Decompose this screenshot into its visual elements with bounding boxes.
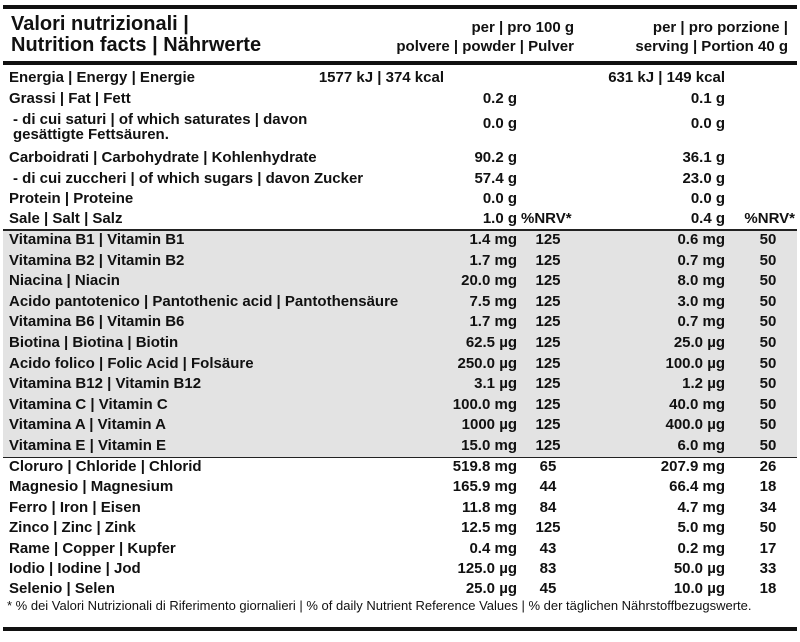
value-per-100g: 1.7 mg: [469, 313, 517, 331]
nrv-per-serving: 50: [759, 354, 777, 372]
value-per-100g: 1.4 mg: [469, 231, 517, 248]
col1-line-1: per | pro 100 g: [471, 19, 574, 36]
value-per-serving: 100.0 µg: [665, 354, 725, 372]
bottom-rule: [3, 627, 797, 631]
table-row: [3, 436, 797, 458]
table-row-energy: [3, 68, 797, 88]
nutrient-name: Sale | Salt | Salz: [9, 210, 123, 227]
title-line-2: Nutrition facts | Nährwerte: [11, 34, 262, 56]
nrv-per-serving: 50: [759, 251, 777, 269]
value-per-100g: 7.5 mg: [469, 292, 517, 310]
table-row-carbohydrate: [3, 148, 797, 168]
value-per-serving: 36.1 g: [682, 149, 725, 166]
table-row-saturates: [3, 110, 797, 146]
nrv-header-1: %NRV*: [521, 210, 572, 227]
table-row-sugars: [3, 169, 797, 189]
header-rule: [3, 61, 797, 65]
nutrient-name: Protein | Proteine: [9, 190, 134, 207]
nutrient-name: Ferro | Iron | Eisen: [9, 498, 141, 516]
nrv-per-serving: 50: [759, 292, 777, 310]
nrv-per-serving: 50: [759, 313, 777, 331]
nrv-per-100g: 125: [535, 292, 561, 310]
table-row: [3, 579, 797, 599]
nutrient-name: Cloruro | Chloride | Chlorid: [9, 458, 202, 475]
nrv-per-100g: 125: [535, 334, 561, 351]
table-row: [3, 271, 797, 292]
table-row-protein: [3, 189, 797, 209]
nrv-per-100g: 125: [535, 231, 561, 248]
value-per-serving: 8.0 mg: [677, 272, 725, 290]
nutrient-name: - di cui saturi | of which saturates | davon gesättigte Fettsäuren.: [13, 111, 308, 143]
value-per-serving: 40.0 mg: [669, 395, 725, 413]
value-per-serving: 400.0 µg: [665, 416, 725, 434]
col1-line-2: polvere | powder | Pulver: [396, 38, 574, 55]
value-per-serving: 50.0 µg: [673, 560, 725, 577]
value-per-100g: 90.2 g: [474, 149, 517, 166]
value-per-100g: 11.8 mg: [461, 498, 517, 516]
value-per-100g: 25.0 µg: [465, 580, 517, 598]
nutrient-name: - di cui zuccheri | of which sugars | davon Zucker: [13, 170, 364, 187]
value-per-100g: 165.9 mg: [452, 478, 517, 496]
value-per-100g: 100.0 mg: [452, 395, 517, 413]
value-per-100g: 0.4 mg: [469, 539, 517, 557]
nutrient-name: Niacina | Niacin: [9, 272, 120, 290]
column-header-per-serving: [635, 18, 788, 56]
top-rule: [3, 5, 797, 9]
nrv-per-100g: 125: [535, 251, 561, 269]
nrv-per-serving: 18: [759, 580, 777, 598]
table-row: [3, 230, 797, 251]
value-per-100g: 15.0 mg: [461, 437, 517, 454]
nrv-per-serving: 50: [759, 437, 777, 454]
table-row: [3, 498, 797, 518]
column-header-per-100g: [396, 18, 574, 56]
table-title: [11, 14, 261, 56]
nrv-per-serving: 50: [759, 272, 777, 290]
value-per-100g: 250.0 µg: [457, 354, 517, 372]
value-per-100g: 1577 kJ | 374 kcal: [318, 69, 444, 86]
value-per-100g: 0.0 g: [482, 190, 517, 207]
nutrient-name: Vitamina B2 | Vitamin B2: [9, 251, 185, 269]
value-per-100g: 57.4 g: [474, 170, 517, 187]
table-row: [3, 559, 797, 579]
value-per-100g: 12.5 mg: [461, 519, 517, 537]
value-per-100g: 1000 µg: [461, 416, 517, 434]
table-row: [3, 457, 797, 477]
nrv-per-serving: 50: [759, 416, 777, 434]
nrv-per-100g: 125: [535, 395, 561, 413]
nrv-per-serving: 26: [759, 458, 777, 475]
value-per-serving: 207.9 mg: [660, 458, 725, 475]
value-per-serving: 1.2 µg: [682, 375, 725, 393]
value-per-100g: 3.1 µg: [474, 375, 517, 393]
nrv-per-serving: 17: [759, 539, 777, 557]
value-per-serving: 4.7 mg: [677, 498, 725, 516]
vitamins-top-divider: [3, 229, 797, 231]
nrv-per-serving: 33: [759, 560, 777, 577]
nutrient-name: Vitamina B12 | Vitamin B12: [9, 375, 202, 393]
nutrient-name: Acido folico | Folic Acid | Folsäure: [9, 354, 254, 372]
table-row: [3, 415, 797, 436]
table-row-salt: [3, 209, 797, 229]
value-per-serving: 0.7 mg: [677, 251, 725, 269]
value-per-serving: 0.1 g: [690, 90, 725, 107]
table-row: [3, 292, 797, 313]
nutrient-name: Vitamina C | Vitamin C: [9, 395, 168, 413]
value-per-100g: 1.0 g: [482, 210, 517, 227]
table-row: [3, 312, 797, 333]
value-per-serving: 3.0 mg: [677, 292, 725, 310]
col2-line-2: serving | Portion 40 g: [635, 38, 788, 55]
nutrient-name: Acido pantotenico | Pantothenic acid | Pantothensäure: [9, 292, 399, 310]
nrv-per-100g: 83: [539, 560, 557, 577]
nrv-per-100g: 125: [535, 313, 561, 331]
nrv-per-serving: 50: [759, 375, 777, 393]
value-per-serving: 0.0 g: [690, 115, 725, 132]
nrv-per-serving: 50: [759, 231, 777, 248]
value-per-100g: 0.0 g: [482, 115, 517, 132]
nrv-per-100g: 84: [539, 498, 557, 516]
value-per-serving: 23.0 g: [682, 170, 725, 187]
nutrient-name: Vitamina B6 | Vitamin B6: [9, 313, 185, 331]
table-row: [3, 395, 797, 416]
nutrient-name: Magnesio | Magnesium: [9, 478, 174, 496]
value-per-serving: 631 kJ | 149 kcal: [608, 69, 725, 86]
value-per-serving: 0.6 mg: [677, 231, 725, 248]
nutrient-name: Vitamina E | Vitamin E: [9, 437, 167, 454]
nutrient-name: Selenio | Selen: [9, 580, 115, 598]
nrv-per-serving: 34: [759, 498, 777, 516]
value-per-serving: 25.0 µg: [673, 334, 725, 351]
value-per-serving: 66.4 mg: [669, 478, 725, 496]
value-per-100g: 20.0 mg: [461, 272, 517, 290]
nrv-per-serving: 18: [759, 478, 777, 496]
nutrient-name: Vitamina A | Vitamin A: [9, 416, 167, 434]
value-per-serving: 0.7 mg: [677, 313, 725, 331]
nrv-per-100g: 125: [535, 519, 561, 537]
col2-line-1: per | pro porzione |: [652, 19, 788, 36]
nrv-per-100g: 125: [535, 437, 561, 454]
nrv-header-2: %NRV*: [744, 210, 795, 227]
nutrient-name: Grassi | Fat | Fett: [9, 90, 131, 107]
nrv-per-100g: 44: [539, 478, 557, 496]
value-per-100g: 1.7 mg: [469, 251, 517, 269]
nrv-per-100g: 125: [535, 416, 561, 434]
nrv-per-100g: 65: [539, 458, 557, 475]
value-per-serving: 10.0 µg: [673, 580, 725, 598]
value-per-serving: 6.0 mg: [677, 437, 725, 454]
nutrient-name: Biotina | Biotina | Biotin: [9, 334, 179, 351]
nutrient-name: Rame | Copper | Kupfer: [9, 539, 176, 557]
nrv-per-serving: 50: [759, 334, 777, 351]
table-row: [3, 374, 797, 395]
value-per-100g: 62.5 µg: [465, 334, 517, 351]
table-row: [3, 251, 797, 272]
title-line-1: Valori nutrizionali |: [11, 13, 189, 35]
nutrient-name: Zinco | Zinc | Zink: [9, 519, 136, 537]
value-per-100g: 0.2 g: [482, 90, 517, 107]
value-per-serving: 0.0 g: [690, 190, 725, 207]
nutrient-name: Carboidrati | Carbohydrate | Kohlenhydrate: [9, 149, 317, 166]
table-row-fat: [3, 89, 797, 109]
table-row: [3, 477, 797, 497]
nutrient-name: Energia | Energy | Energie: [9, 69, 195, 86]
nrv-footnote: * % dei Valori Nutrizionali di Riferimento giornalieri | % of daily Nutrient Reference Values | % der täglichen Nährstoffbezugswerte.: [7, 598, 752, 613]
nutrient-name: Vitamina B1 | Vitamin B1: [9, 231, 185, 248]
table-row: [3, 333, 797, 354]
nrv-per-serving: 50: [759, 519, 777, 537]
table-row: [3, 518, 797, 538]
nrv-per-100g: 125: [535, 375, 561, 393]
nrv-per-100g: 125: [535, 272, 561, 290]
nrv-per-100g: 43: [539, 539, 557, 557]
value-per-serving: 0.2 mg: [677, 539, 725, 557]
value-per-100g: 519.8 mg: [452, 458, 517, 475]
nrv-per-serving: 50: [759, 395, 777, 413]
table-row: [3, 354, 797, 375]
nrv-per-100g: 125: [535, 354, 561, 372]
nutrition-table: [3, 5, 797, 631]
value-per-100g: 125.0 µg: [457, 560, 517, 577]
nutrient-name: Iodio | Iodine | Jod: [9, 560, 141, 577]
value-per-serving: 5.0 mg: [677, 519, 725, 537]
table-row: [3, 539, 797, 559]
nrv-per-100g: 45: [539, 580, 557, 598]
value-per-serving: 0.4 g: [690, 210, 725, 227]
